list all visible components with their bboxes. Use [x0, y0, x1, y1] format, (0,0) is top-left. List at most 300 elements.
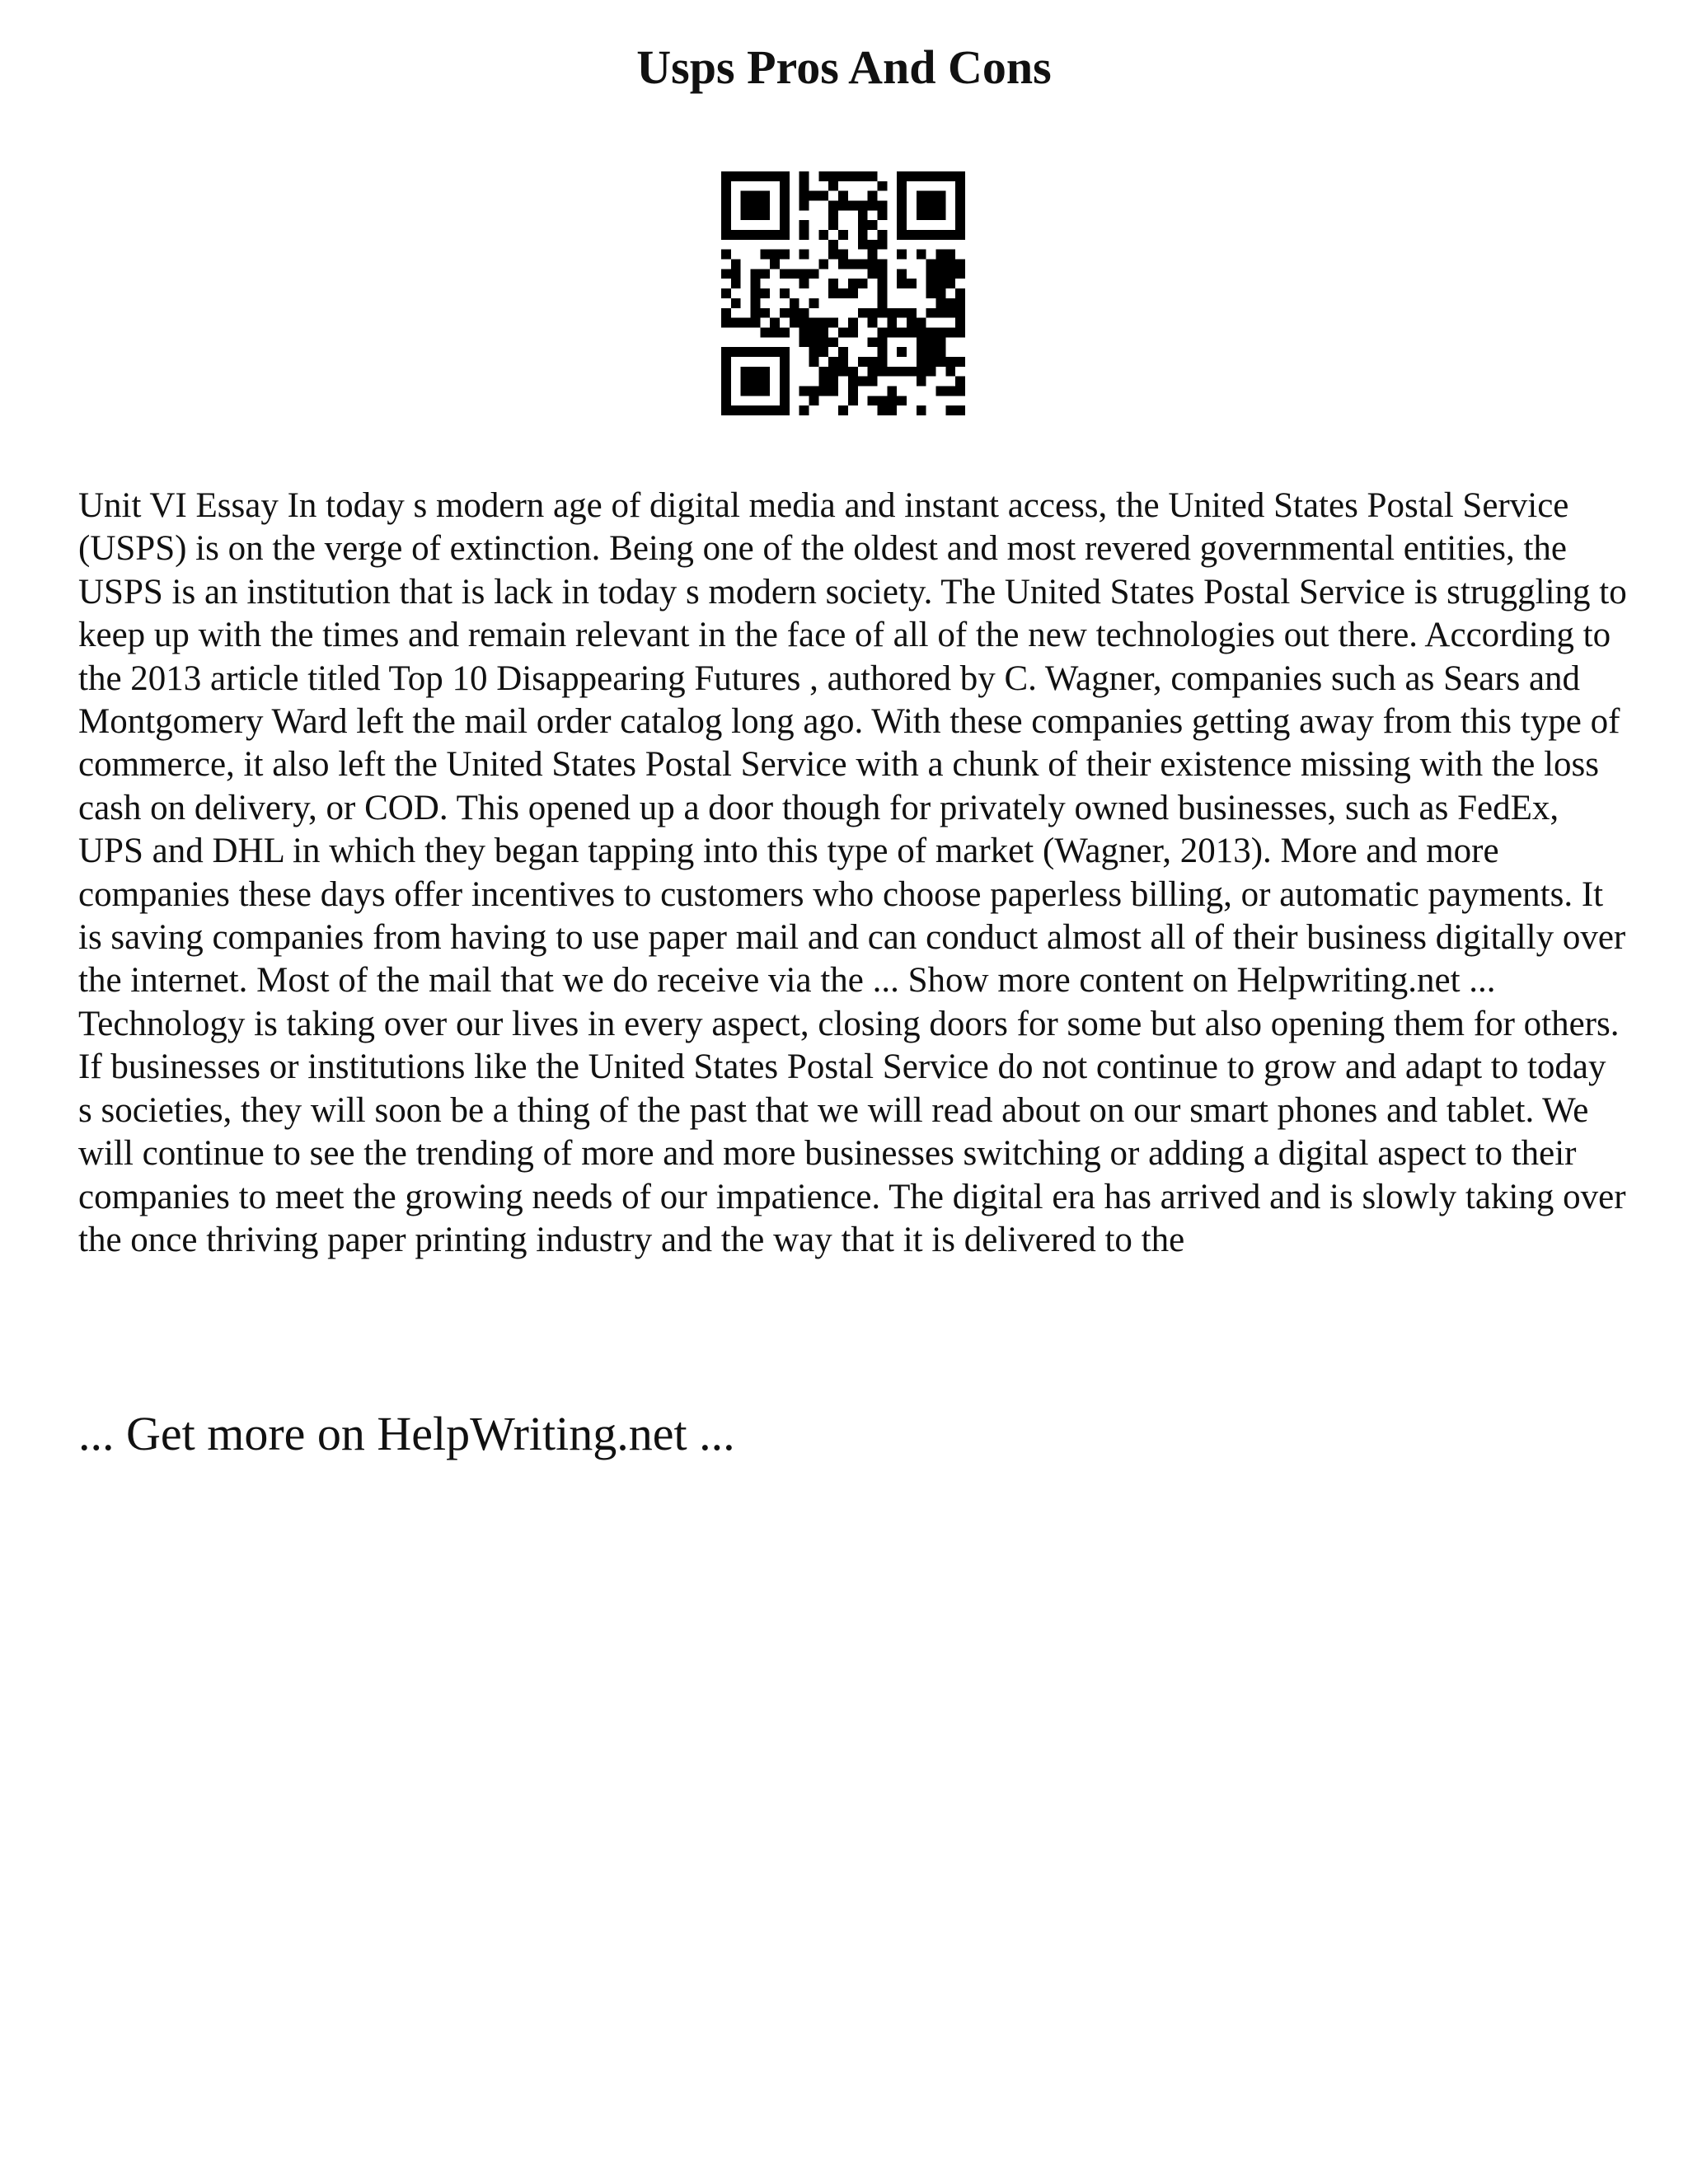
qr-module	[935, 260, 945, 269]
qr-module	[926, 191, 936, 201]
qr-module	[741, 367, 751, 377]
qr-module	[828, 386, 838, 396]
qr-module	[721, 171, 731, 181]
qr-module	[741, 210, 751, 220]
qr-module	[926, 210, 936, 220]
qr-module	[828, 288, 838, 298]
qr-module	[780, 308, 790, 318]
qr-module	[780, 171, 790, 181]
qr-module	[760, 230, 770, 240]
qr-module	[955, 327, 965, 337]
qr-module	[790, 308, 799, 318]
qr-module	[858, 220, 868, 230]
qr-module	[721, 181, 731, 191]
qr-module	[858, 279, 868, 288]
qr-module	[907, 308, 917, 318]
qr-module	[760, 367, 770, 377]
qr-module	[877, 405, 887, 415]
qr-module	[907, 171, 917, 181]
qr-module	[945, 171, 955, 181]
qr-module	[731, 269, 741, 279]
qr-module	[721, 201, 731, 211]
qr-module	[721, 405, 731, 415]
qr-module	[828, 250, 838, 260]
qr-module	[721, 210, 731, 220]
qr-module	[858, 230, 868, 240]
qr-module	[818, 377, 828, 387]
qr-module	[731, 318, 741, 328]
qr-module	[877, 396, 887, 405]
qr-module	[868, 337, 878, 347]
qr-module	[877, 210, 887, 220]
qr-module	[877, 201, 887, 211]
qr-module	[926, 357, 936, 367]
qr-module	[721, 288, 731, 298]
qr-module	[897, 171, 907, 181]
qr-module	[877, 288, 887, 298]
qr-module	[838, 250, 848, 260]
qr-module	[897, 210, 907, 220]
qr-module	[955, 260, 965, 269]
qr-module	[897, 269, 907, 279]
qr-module	[935, 250, 945, 260]
qr-module	[760, 269, 770, 279]
qr-module	[926, 269, 936, 279]
qr-module	[838, 405, 848, 415]
qr-module	[838, 260, 848, 269]
qr-module	[897, 367, 907, 377]
qr-module	[741, 386, 751, 396]
qr-module	[799, 201, 809, 211]
qr-module	[751, 367, 761, 377]
qr-module	[935, 327, 945, 337]
qr-module	[809, 357, 819, 367]
qr-module	[809, 191, 819, 201]
qr-module	[926, 260, 936, 269]
qr-module	[838, 171, 848, 181]
qr-module	[751, 298, 761, 308]
qr-module	[780, 250, 790, 260]
qr-module	[955, 298, 965, 308]
qr-module	[721, 230, 731, 240]
qr-module	[897, 201, 907, 211]
qr-module	[751, 191, 761, 201]
qr-module	[887, 308, 897, 318]
qr-module	[945, 327, 955, 337]
qr-module	[945, 250, 955, 260]
qr-module	[868, 191, 878, 201]
qr-module	[848, 260, 858, 269]
qr-module	[751, 171, 761, 181]
qr-module	[955, 171, 965, 181]
qr-module	[828, 318, 838, 328]
qr-module	[809, 396, 819, 405]
qr-module	[868, 240, 878, 250]
qr-module	[751, 269, 761, 279]
qr-module	[907, 318, 917, 328]
qr-module	[897, 327, 907, 337]
qr-module	[868, 201, 878, 211]
qr-module	[731, 230, 741, 240]
qr-module	[935, 308, 945, 318]
qr-module	[868, 377, 878, 387]
qr-module	[897, 250, 907, 260]
qr-module	[780, 386, 790, 396]
qr-module	[828, 240, 838, 250]
qr-module	[877, 357, 887, 367]
qr-module	[809, 347, 819, 357]
qr-module	[721, 318, 731, 328]
qr-module	[877, 298, 887, 308]
qr-module	[945, 386, 955, 396]
qr-module	[887, 386, 897, 396]
qr-module	[917, 337, 926, 347]
qr-module	[770, 260, 780, 269]
qr-module	[760, 405, 770, 415]
qr-module	[897, 279, 907, 288]
qr-module	[721, 357, 731, 367]
qr-module	[887, 318, 897, 328]
qr-module	[780, 201, 790, 211]
qr-module	[818, 386, 828, 396]
qr-module	[955, 220, 965, 230]
qr-module	[917, 318, 926, 328]
qr-module	[780, 181, 790, 191]
qr-module	[770, 318, 780, 328]
qr-module	[868, 318, 878, 328]
qr-module	[799, 269, 809, 279]
qr-module	[741, 191, 751, 201]
qr-module	[907, 327, 917, 337]
qr-module	[907, 279, 917, 288]
qr-module	[858, 357, 868, 367]
qr-module	[955, 181, 965, 191]
qr-module	[751, 386, 761, 396]
qr-module	[868, 357, 878, 367]
qr-module	[751, 201, 761, 211]
qr-module	[828, 181, 838, 191]
qr-module	[799, 230, 809, 240]
qr-module	[760, 191, 770, 201]
qr-module	[858, 171, 868, 181]
qr-module	[887, 327, 897, 337]
qr-module	[809, 386, 819, 396]
qr-module	[945, 357, 955, 367]
qr-module	[926, 327, 936, 337]
qr-module	[818, 171, 828, 181]
qr-module	[721, 250, 731, 260]
qr-module	[731, 347, 741, 357]
qr-module	[858, 308, 868, 318]
qr-module	[751, 377, 761, 387]
qr-module	[799, 220, 809, 230]
qr-module	[858, 201, 868, 211]
qr-module	[907, 230, 917, 240]
qr-module	[955, 230, 965, 240]
qr-module	[760, 210, 770, 220]
qr-module	[790, 269, 799, 279]
qr-module	[877, 260, 887, 269]
qr-module	[945, 308, 955, 318]
qr-module	[721, 269, 731, 279]
qr-module	[887, 396, 897, 405]
qr-module	[818, 191, 828, 201]
qr-module	[926, 308, 936, 318]
essay-body	[78, 485, 1628, 1262]
qr-module	[935, 171, 945, 181]
qr-module	[799, 171, 809, 181]
qr-module	[828, 367, 838, 377]
qr-module	[955, 210, 965, 220]
qr-module	[780, 288, 790, 298]
qr-module	[770, 250, 780, 260]
qr-module	[955, 318, 965, 328]
qr-module	[955, 386, 965, 396]
qr-module	[917, 377, 926, 387]
qr-module	[799, 327, 809, 337]
qr-module	[848, 386, 858, 396]
qr-module	[731, 279, 741, 288]
qr-module	[799, 279, 809, 288]
qr-module	[741, 318, 751, 328]
qr-module	[897, 191, 907, 201]
document-title: Usps Pros And Cons	[636, 40, 1052, 94]
qr-module	[877, 279, 887, 288]
qr-module	[917, 191, 926, 201]
qr-module	[897, 181, 907, 191]
qr-module	[780, 327, 790, 337]
qr-module	[828, 377, 838, 387]
qr-module	[877, 230, 887, 240]
qr-module	[935, 288, 945, 298]
qr-module	[828, 279, 838, 288]
qr-module	[780, 230, 790, 240]
qr-module	[780, 396, 790, 405]
qr-module	[770, 230, 780, 240]
qr-module	[945, 279, 955, 288]
qr-module	[760, 288, 770, 298]
qr-module	[809, 298, 819, 308]
qr-module	[721, 220, 731, 230]
qr-module	[858, 240, 868, 250]
qr-module	[887, 367, 897, 377]
qr-module	[945, 269, 955, 279]
qr-module	[838, 327, 848, 337]
qr-module	[751, 230, 761, 240]
qr-module	[868, 396, 878, 405]
qr-module	[809, 327, 819, 337]
qr-module	[799, 191, 809, 201]
qr-module	[828, 171, 838, 181]
qr-module	[780, 220, 790, 230]
qr-module	[799, 386, 809, 396]
qr-module	[935, 279, 945, 288]
qr-module	[780, 405, 790, 415]
qr-module	[818, 260, 828, 269]
qr-module	[770, 171, 780, 181]
qr-module	[721, 396, 731, 405]
qr-module	[917, 210, 926, 220]
qr-module	[809, 318, 819, 328]
qr-module	[917, 230, 926, 240]
qr-module	[721, 191, 731, 201]
qr-module	[887, 405, 897, 415]
qr-module	[838, 357, 848, 367]
qr-module	[751, 279, 761, 288]
qr-module	[828, 337, 838, 347]
qr-module	[868, 367, 878, 377]
qr-module	[818, 318, 828, 328]
qr-module	[877, 347, 887, 357]
qr-module	[751, 288, 761, 298]
qr-module	[897, 308, 907, 318]
qr-module	[955, 288, 965, 298]
qr-module	[945, 230, 955, 240]
qr-module	[741, 230, 751, 240]
qr-module	[848, 288, 858, 298]
qr-module	[760, 377, 770, 387]
qr-module	[760, 250, 770, 260]
qr-module	[955, 377, 965, 387]
qr-module	[751, 308, 761, 318]
qr-module	[760, 386, 770, 396]
qr-module	[897, 347, 907, 357]
qr-module	[760, 308, 770, 318]
essay-paragraph: Technology is taking over our lives in every aspect, closing doors for some but also opening them for others. If businesses or institutions like the United States Postal Service do not continue to grow and adapt to today s societies, they will soon be a thing of the past that we will read about on our smart phones and tablet. We will continue to see the trending of more and more businesses switching or adding a digital aspect to their companies to meet the growing needs of our impatience. The digital era has arrived and is slowly taking over the once thriving paper printing industry and the way that it is delivered to the	[78, 1004, 1626, 1259]
qr-module	[848, 377, 858, 387]
qr-module	[741, 347, 751, 357]
qr-module	[799, 181, 809, 191]
qr-module	[848, 327, 858, 337]
get-more-link[interactable]: ... Get more on HelpWriting.net ...	[78, 1407, 735, 1460]
qr-module	[935, 347, 945, 357]
qr-module	[917, 250, 926, 260]
qr-module	[945, 405, 955, 415]
qr-module	[731, 405, 741, 415]
qr-module	[897, 396, 907, 405]
qr-module	[838, 201, 848, 211]
qr-module	[818, 367, 828, 377]
qr-module	[838, 230, 848, 240]
qr-module	[799, 308, 809, 318]
qr-module	[760, 201, 770, 211]
qr-module	[955, 357, 965, 367]
essay-paragraph: Unit VI Essay In today s modern age of digital media and instant access, the United States Postal Service (USPS) is on the verge of extinction. Being one of the oldest and most revered governmental entities, the USPS is an institution that is lack in today s modern society. The United States Postal Service is struggling to keep up with the times and remain relevant in the face of all of the new technologies out there. According to the 2013 article titled Top 10 Disappearing Futures , authored by C. Wagner, companies such as Sears and Montgomery Ward left the mail order catalog long ago. With these companies getting away from this type of commerce, it also left the United States Postal Service with a chunk of their existence missing with the loss cash on delivery, or COD. This opened up a door though for privately owned businesses, such as FedEx, UPS and DHL in which they began tapping into this type of market (Wagner, 2013). More and more companies these days offer incentives to customers who choose paperless billing, or automatic payments. It is saving companies from having to use paper mail and can conduct almost all of their business digitally over the internet. Most of the mail that we do receive via the ... Show more content on Helpwriting.net ...	[78, 486, 1627, 1001]
qr-module	[751, 405, 761, 415]
qr-module	[935, 386, 945, 396]
qr-module	[751, 318, 761, 328]
qr-module	[945, 260, 955, 269]
qr-module	[838, 347, 848, 357]
qr-module	[818, 327, 828, 337]
qr-module	[926, 201, 936, 211]
qr-module	[799, 318, 809, 328]
qr-module	[721, 367, 731, 377]
qr-module	[935, 298, 945, 308]
qr-module	[848, 201, 858, 211]
qr-module	[907, 367, 917, 377]
qr-module	[731, 260, 741, 269]
qr-module	[877, 181, 887, 191]
qr-module	[917, 367, 926, 377]
qr-module	[780, 377, 790, 387]
qr-module	[926, 171, 936, 181]
qr-module	[770, 347, 780, 357]
qr-module	[721, 377, 731, 387]
qr-module	[858, 210, 868, 220]
qr-module	[935, 191, 945, 201]
qr-module	[741, 201, 751, 211]
qr-module	[935, 201, 945, 211]
qr-module	[917, 405, 926, 415]
qr-module	[780, 367, 790, 377]
qr-module	[731, 298, 741, 308]
qr-module	[751, 210, 761, 220]
qr-module	[799, 337, 809, 347]
qr-module	[935, 357, 945, 367]
qr-module	[838, 367, 848, 377]
qr-module	[955, 269, 965, 279]
qr-module	[917, 327, 926, 337]
qr-module	[721, 308, 731, 318]
qr-module	[868, 250, 878, 260]
qr-module	[721, 386, 731, 396]
qr-module	[809, 337, 819, 347]
qr-module	[809, 269, 819, 279]
qr-module	[955, 191, 965, 201]
qr-module	[760, 347, 770, 357]
qr-module	[818, 230, 828, 240]
qr-module	[858, 260, 868, 269]
qr-module	[868, 269, 878, 279]
qr-module	[926, 288, 936, 298]
qr-module	[955, 308, 965, 318]
qr-module	[828, 220, 838, 230]
qr-module	[877, 240, 887, 250]
qr-module	[926, 347, 936, 357]
qr-module	[751, 347, 761, 357]
qr-module	[760, 327, 770, 337]
qr-module	[917, 347, 926, 357]
qr-module	[917, 357, 926, 367]
qr-module	[926, 230, 936, 240]
qr-module	[848, 396, 858, 405]
qr-module	[955, 201, 965, 211]
qr-module	[868, 260, 878, 269]
qr-module	[780, 210, 790, 220]
qr-module	[828, 210, 838, 220]
qr-module	[926, 367, 936, 377]
qr-module	[917, 201, 926, 211]
qr-module	[877, 327, 887, 337]
qr-module	[838, 288, 848, 298]
qr-module	[731, 171, 741, 181]
qr-module	[877, 337, 887, 347]
qr-module	[848, 171, 858, 181]
qr-module	[790, 298, 799, 308]
qr-module	[721, 347, 731, 357]
qr-module	[935, 210, 945, 220]
qr-module	[780, 347, 790, 357]
qr-module	[741, 171, 751, 181]
qr-module	[897, 230, 907, 240]
qr-module	[945, 298, 955, 308]
qr-module	[828, 201, 838, 211]
qr-module	[868, 171, 878, 181]
qr-module	[877, 269, 887, 279]
qr-code	[721, 171, 965, 415]
qr-module	[780, 357, 790, 367]
